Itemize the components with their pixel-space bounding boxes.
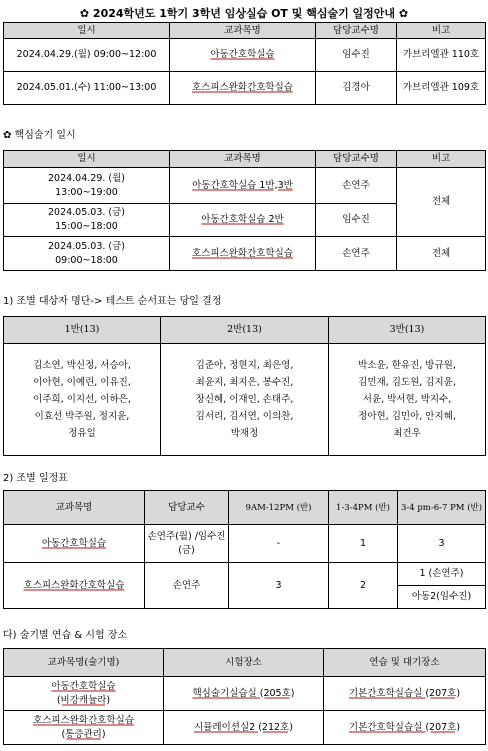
- ot-datetime: 2024.04.29.(월) 09:00~12:00: [4, 39, 170, 72]
- groups-table: [3, 316, 486, 456]
- schedule-header-slot3: 3-4 pm-6-7 PM (반): [398, 491, 486, 525]
- ot-prof: 김경아: [316, 72, 397, 105]
- schedule-header-slot2: 1-3-4PM (반): [329, 491, 398, 525]
- ot-note: 가브리엘관 110호: [397, 39, 486, 72]
- ot-datetime: 2024.05.01.(수) 11:00~13:00: [4, 72, 170, 105]
- schedule-prof: 손연주(월) /임수진(금): [145, 525, 229, 563]
- place-header-exam: 시험장소: [164, 649, 324, 677]
- place-practice: 기본간호학실습실 (207호): [324, 711, 486, 745]
- group-2-members: 김준아, 정현지, 최은영, 최윤지, 최지은, 봉수진, 장신혜, 이재인, 손태주, 김서리, 김서연, 이의찬, 박재정: [161, 344, 329, 456]
- place-course: 아동간호학실습 (비강캐뉼라): [4, 677, 164, 711]
- skills-datetime: 2024.05.03. (금) 15:00~18:00: [4, 204, 170, 237]
- ot-prof: 임수진: [316, 39, 397, 72]
- skills-course: 아동간호학실습 2반: [170, 204, 316, 237]
- skills-header-note: 비고: [397, 151, 486, 168]
- skills-note: 전체: [397, 237, 486, 271]
- schedule-header-slot1: 9AM-12PM (반): [229, 491, 329, 525]
- schedule-slot2: 1: [329, 525, 398, 563]
- schedule-slot1: -: [229, 525, 329, 563]
- skills-header-course: 교과목명: [170, 151, 316, 168]
- skills-prof: 손연주: [316, 237, 397, 271]
- place-practice: 기본간호학실습실 (207호): [324, 677, 486, 711]
- place-exam: 핵심술기실습실 (205호): [164, 677, 324, 711]
- place-course: 호스피스완화간호학실습 (통증관리): [4, 711, 164, 745]
- ot-table: [3, 22, 486, 105]
- section3-heading: 다) 술기별 연습 & 시험 장소: [3, 630, 128, 641]
- groups-header-1: 1반(13): [4, 317, 161, 344]
- skills-datetime: 2024.04.29. (월) 13:00~19:00: [4, 168, 170, 204]
- skills-prof: 임수진: [316, 204, 397, 237]
- place-table: [3, 648, 486, 745]
- ot-course: 아동간호학실습: [170, 39, 316, 72]
- section2-heading: 2) 조별 일정표: [3, 473, 68, 484]
- ot-note: 가브리엘관 109호: [397, 72, 486, 105]
- section1-heading: 1) 조별 대상자 명단-> 테스트 순서표는 당일 결정: [3, 296, 222, 307]
- skills-header-datetime: 일시: [4, 151, 170, 168]
- ot-header-prof: 담당교수명: [316, 23, 397, 39]
- groups-header-2: 2반(13): [161, 317, 329, 344]
- ot-course: 호스피스완화간호학실습: [170, 72, 316, 105]
- skills-note-merged: 전체: [397, 168, 486, 237]
- schedule-slot3b: 아동2(임수진): [398, 586, 486, 609]
- place-exam: 시뮬레이션실2 (212호): [164, 711, 324, 745]
- schedule-header-prof: 담당교수: [145, 491, 229, 525]
- skills-heading: ✿ 핵심술기 일시: [3, 130, 76, 141]
- skills-header-prof: 담당교수명: [316, 151, 397, 168]
- schedule-slot2: 2: [329, 563, 398, 609]
- schedule-slot1: 3: [229, 563, 329, 609]
- skills-course: 호스피스완화간호학실습: [170, 237, 316, 271]
- groups-header-3: 3반(13): [329, 317, 486, 344]
- skills-table: [3, 150, 486, 271]
- schedule-table: [3, 490, 486, 609]
- schedule-prof: 손연주: [145, 563, 229, 609]
- place-header-practice: 연습 및 대기장소: [324, 649, 486, 677]
- group-3-members: 박소윤, 한유진, 방규원, 김민재, 김도원, 김지윤, 서윤, 박서현, 박지수, 정아현, 김민아, 안지혜, 최건우: [329, 344, 486, 456]
- page-title: ✿ 2024학년도 1학기 3학년 임상실습 OT 및 핵심술기 일정안내 ✿: [79, 7, 409, 20]
- schedule-course: 호스피스완화간호학실습: [4, 563, 145, 609]
- place-header-course: 교과목명(술기명): [4, 649, 164, 677]
- ot-header-datetime: 일시: [4, 23, 170, 39]
- skills-prof: 손연주: [316, 168, 397, 204]
- schedule-slot3: 3: [398, 525, 486, 563]
- ot-header-note: 비고: [397, 23, 486, 39]
- ot-header-course: 교과목명: [170, 23, 316, 39]
- schedule-slot3a: 1 (손연주): [398, 563, 486, 586]
- skills-datetime: 2024.05.03. (금) 09:00~18:00: [4, 237, 170, 271]
- skills-course: 아동간호학실습 1반,3반: [170, 168, 316, 204]
- schedule-header-course: 교과목명: [4, 491, 145, 525]
- group-1-members: 김소연, 박신정, 서승아, 이아현, 이예린, 이유진, 이주희, 이지선, 이하은, 이효선 박주원, 정지윤, 정유일: [4, 344, 161, 456]
- schedule-course: 아동간호학실습: [4, 525, 145, 563]
